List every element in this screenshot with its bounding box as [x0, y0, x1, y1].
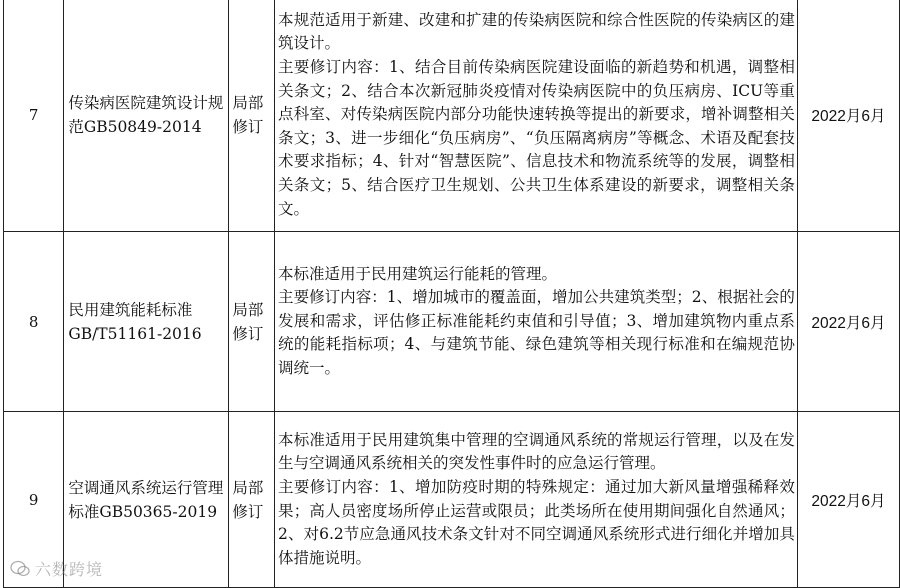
standard-name: 传染病医院建筑设计规范GB50849-2014 [64, 0, 229, 232]
standard-name: 民用建筑能耗标准GB/T51161-2016 [64, 232, 229, 412]
revision-content [275, 412, 798, 588]
revision-type: 局部修订 [229, 232, 275, 412]
scope-text: 本标准适用于民用建筑运行能耗的管理。 [278, 264, 558, 283]
standard-name: 空调通风系统运行管理标准GB50365-2019 [64, 412, 229, 588]
standards-table [3, 0, 900, 588]
wechat-logo-icon [10, 560, 30, 578]
date-cell: 2022月6月 [797, 0, 899, 232]
row-number: 8 [4, 232, 64, 412]
scope-text: 本标准适用于民用建筑集中管理的空调通风系统的常规运行管理，以及在发生与空调通风系统相关的突发性事件时的应急运行管理。 [278, 430, 795, 473]
scope-text: 本规范适用于新建、改建和扩建的传染病医院和综合性医院的传染病区的建筑设计。 [278, 10, 795, 53]
date-cell: 2022月6月 [797, 232, 899, 412]
revision-content [275, 232, 798, 412]
row-number: 9 [4, 412, 64, 588]
watermark [10, 557, 103, 580]
watermark-text: 六数跨境 [35, 560, 104, 579]
content-text: 主要修订内容：1、结合目前传染病医院建设面临的新趋势和机遇，调整相关条文；2、结合本次新冠肺炎疫情对传染病医院中的负压病房、ICU等重点科室、对传染病医院内部分功能快速转换等提出的新要求，增补调整相关条文；3、进一步细化“负压病房”、“负压隔离病房”等概念、术语及配套技术要求指标；4、针对“智慧医院”、信息技术和物流系统等的发展，调整相关条文；5、结合医疗卫生规划、公共卫生体系建设的新要求，调整相关条文。 [278, 58, 795, 218]
date-cell: 2022月6月 [797, 412, 899, 588]
revision-type: 局部修订 [229, 412, 275, 588]
table-row [4, 0, 900, 232]
table-row [4, 232, 900, 412]
table-row [4, 412, 900, 588]
revision-content [275, 0, 798, 232]
row-number: 7 [4, 0, 64, 232]
content-text: 主要修订内容：1、增加防疫时期的特殊规定：通过加大新风量增强稀释效果；高人员密度场所停止运营或限员；此类场所在使用期间强化自然通风；2、对6.2节应急通风技术条文针对不同空调通风系统形式进行细化并增加具体措施说明。 [278, 477, 795, 567]
content-text: 主要修订内容：1、增加城市的覆盖面，增加公共建筑类型；2、根据社会的发展和需求，评估修正标准能耗约束值和引导值；3、增加建筑物内重点系统的能耗指标项；4、与建筑节能、绿色建筑等相关现行标准和在编规范协调统一。 [278, 288, 795, 377]
revision-type: 局部修订 [229, 0, 275, 232]
